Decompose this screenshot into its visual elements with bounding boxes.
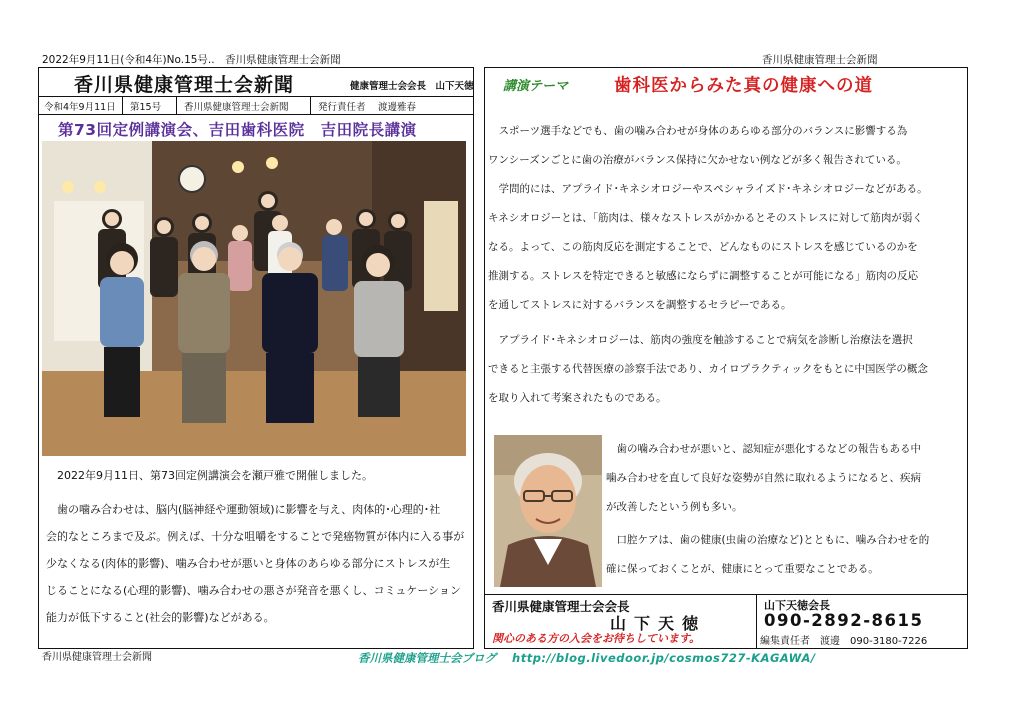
masthead-president: 健康管理士会会長 山下天徳 <box>350 81 474 92</box>
right-paragraph-6: 推測する。ストレスを特定できると敏感にならずに調整することが可能になる」筋肉の反応 <box>488 270 919 282</box>
footer-editor: 編集責任者 渡邊 090-3180-7226 <box>760 636 928 647</box>
footer-phone[interactable]: 090-2892-8615 <box>764 611 924 630</box>
publisher-label: 発行責任者 <box>318 102 366 113</box>
masthead-title: 香川県健康管理士会新聞 <box>74 74 295 96</box>
right-paragraph-3: 学問的には、アプライド･キネシオロジーやスペシャライズド･キネシオロジーなどがある。 <box>488 183 928 195</box>
blog-name: 香川県健康管理士会ブログ <box>358 651 496 665</box>
left-paragraph-5: じることになる(心理的影響)、噛み合わせの悪さが発音を悪くし、コミュケーション <box>46 584 461 597</box>
theme-title: 歯科医からみた真の健康への道 <box>614 76 873 96</box>
side-paragraph-5: 確に保っておくことが、健康にとって重要なことである。 <box>606 563 879 575</box>
side-paragraph-2: 噛み合わせを直して良好な姿勢が自然に取れるようになると、疾病 <box>606 472 921 484</box>
right-paragraph-8: アプライド･キネシオロジーは、筋肉の強度を触診することで病気を診断し治療法を選択 <box>488 334 913 346</box>
group-photo <box>42 141 466 456</box>
issue-info-row <box>38 96 474 114</box>
blog-url-link[interactable]: http://blog.livedoor.jp/cosmos727-KAGAWA/ <box>512 651 816 665</box>
blog-line <box>358 650 816 666</box>
right-paragraph-9: できると主張する代替医療の診察手法であり、カイロプラクティックをもとに中国医学の概念 <box>488 363 928 375</box>
publisher-name: 渡邊雅春 <box>378 102 417 113</box>
right-paragraph-1: スポーツ選手などでも、歯の噛み合わせが身体のあらゆる部分のバランスに影響する為 <box>488 125 908 137</box>
side-paragraph-4: 口腔ケアは、歯の健康(虫歯の治療など)とともに、噛み合わせを的 <box>606 534 930 546</box>
right-paragraph-4: キネシオロジーとは、「筋肉は、様々なストレスがかかるとそのストレスに対して筋肉が弱く <box>488 212 923 224</box>
issue-date: 令和4年9月11日 <box>44 102 116 113</box>
running-header-right: 香川県健康管理士会新聞 <box>762 54 878 66</box>
paper-name: 香川県健康管理士会新聞 <box>184 102 289 113</box>
right-paragraph-5: なる。よって、この筋肉反応を測定することで、どんなものにストレスを感じているのかを <box>488 241 918 253</box>
right-paragraph-2: ワンシーズンごとに歯の治療がバランス保持に欠かせない例などが多く報告されている。 <box>488 154 907 166</box>
right-paragraph-7: を通してストレスに対するバランスを調整するセラピーである。 <box>488 299 792 311</box>
info-rule <box>38 114 474 115</box>
side-paragraph-3: が改善したという例も多い。 <box>606 501 743 513</box>
footer-welcome: 関心のある方の入会をお待ちしています。 <box>492 632 701 645</box>
lecturer-portrait <box>494 435 602 587</box>
running-header-left: 2022年9月11日(令和4年)No.15号.. 香川県健康管理士会新聞 <box>42 54 341 66</box>
left-paragraph-2: 歯の噛み合わせは、脳内(脳神経や運動領域)に影響を与え、肉体的･心理的･社 <box>46 503 441 516</box>
left-paragraph-3: 会的なところまで及ぶ。例えば、十分な咀嚼をすることで発癌物質が体内に入る事が <box>46 530 465 543</box>
article-headline: 第73回定例講演会、吉田歯科医院 吉田院長講演 <box>58 121 417 139</box>
footer-association: 香川県健康管理士会会長 <box>492 599 630 614</box>
footer-rule <box>484 594 968 595</box>
theme-label: 講演テーマ <box>503 79 569 94</box>
side-paragraph-1: 歯の噛み合わせが悪いと、認知症が悪化するなどの報告もある中 <box>606 443 921 455</box>
left-paragraph-6: 能力が低下すること(社会的影響)などがある。 <box>46 611 275 624</box>
footer-divider <box>756 594 757 649</box>
footer-paper-name: 香川県健康管理士会新聞 <box>42 652 152 663</box>
issue-number: 第15号 <box>130 102 162 113</box>
footer-name: 山下天徳 <box>610 614 707 633</box>
left-paragraph-1: 2022年9月11日、第73回定例講演会を瀬戸雅で開催しました。 <box>46 469 373 482</box>
right-paragraph-10: を取り入れて考案されたものである。 <box>488 392 667 404</box>
footer-president-label: 山下天徳会長 <box>764 599 830 612</box>
left-paragraph-4: 少なくなる(肉体的影響)、噛み合わせが悪いと身体のあらゆる部分にストレスが生 <box>46 557 451 570</box>
